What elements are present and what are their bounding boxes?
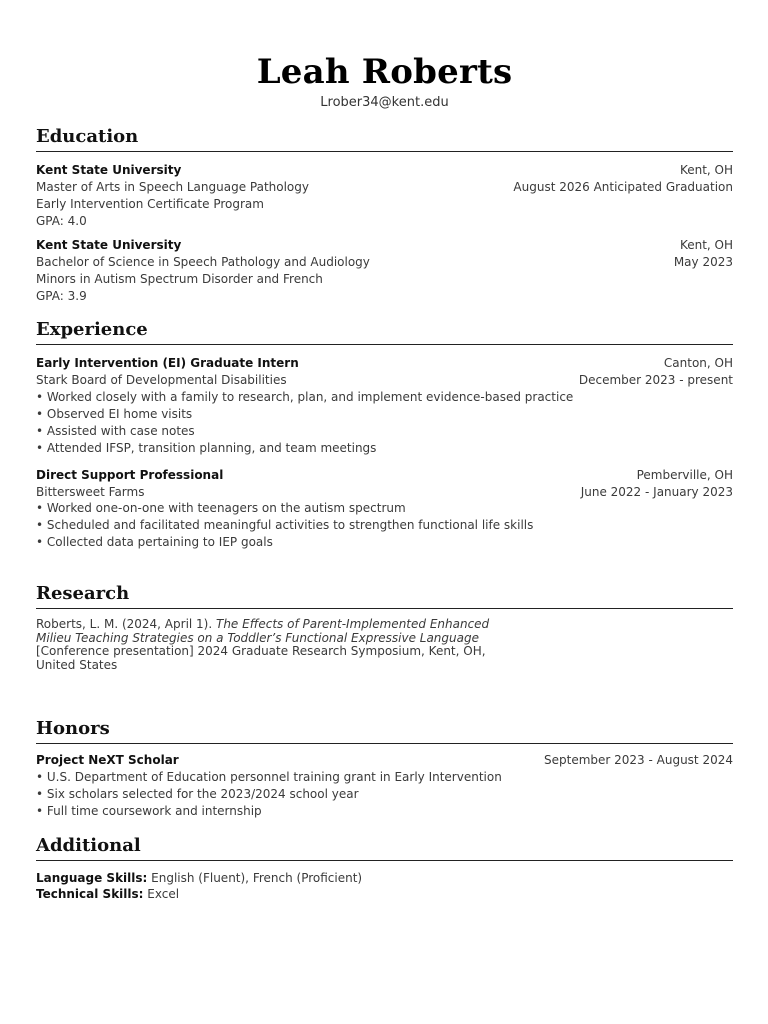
education-entry-1-gpa: GPA: 4.0 [36,214,87,228]
bullet-item: • U.S. Department of Education personnel training grant in Early Intervention [36,770,502,784]
bullet-item: • Assisted with case notes [36,424,195,438]
bullet-item: • Worked closely with a family to research, plan, and implement evidence-based practice [36,390,574,404]
technical-skills-value: Excel [143,887,180,901]
honor-title: Project NeXT Scholar [36,753,179,767]
education-entry-2-detail: Minors in Autism Spectrum Disorder and French [36,272,323,286]
section-title-honors: Honors [36,717,733,744]
job-title: Early Intervention (EI) Graduate Intern [36,356,299,370]
bullet-item: • Scheduled and facilitated meaningful activities to strengthen functional life skills [36,518,534,532]
experience-entry-1-header [36,355,733,372]
organization: Stark Board of Developmental Disabilities [36,373,287,387]
school-name: Kent State University [36,163,182,177]
organization: Bittersweet Farms [36,485,145,499]
experience-entry-1-org [36,372,733,389]
bullet-item: • Full time coursework and internship [36,804,262,818]
citation-authors: Roberts, L. M. (2024, April 1). [36,617,216,631]
language-skills-label: Language Skills: [36,871,148,885]
language-skills [36,870,733,887]
section-title-education: Education [36,125,733,152]
graduation-date: May 2023 [673,255,733,269]
experience-entry-2-org [36,484,733,501]
language-skills-value: English (Fluent), French (Proficient) [147,871,363,885]
school-name: Kent State University [36,238,182,252]
job-dates: December 2023 - present [578,373,733,387]
bullet-item: • Collected data pertaining to IEP goals [36,535,273,549]
bullet-item: • Worked one-on-one with teenagers on the autism spectrum [36,501,406,515]
job-dates: June 2022 - January 2023 [580,485,733,499]
education-entry-2-header [36,237,733,254]
citation-title: The Effects of Parent-Implemented Enhanced Milieu Teaching Strategies on a Toddler’s Functional Expressive Language [36,617,490,645]
degree: Master of Arts in Speech Language Pathology [36,180,309,194]
education-entry-1-degree [36,179,733,196]
bullet-item: • Attended IFSP, transition planning, and team meetings [36,441,377,455]
candidate-name: Leah Roberts [256,52,513,92]
section-title-research: Research [36,582,733,609]
education-entry-2-degree [36,254,733,271]
section-title-experience: Experience [36,318,733,345]
experience-entry-2-header [36,467,733,484]
job-title: Direct Support Professional [36,468,224,482]
job-location: Pemberville, OH [636,468,733,482]
bullet-item: • Six scholars selected for the 2023/2024 school year [36,787,359,801]
education-entry-1-header [36,162,733,179]
education-entry-1-detail: Early Intervention Certificate Program [36,197,264,211]
job-location: Canton, OH [663,356,733,370]
degree: Bachelor of Science in Speech Pathology and Audiology [36,255,370,269]
bullet-item: • Observed EI home visits [36,407,193,421]
technical-skills [36,886,733,903]
graduation-date: August 2026 Anticipated Graduation [513,180,733,194]
technical-skills-label: Technical Skills: [36,887,144,901]
school-location: Kent, OH [679,238,733,252]
research-citation [36,618,506,672]
education-entry-2-gpa: GPA: 3.9 [36,289,87,303]
honors-entry-header [36,752,733,769]
school-location: Kent, OH [679,163,733,177]
email-address[interactable]: Lrober34@kent.edu [320,95,449,110]
honor-dates: September 2023 - August 2024 [544,753,733,767]
section-title-additional: Additional [36,834,733,861]
citation-venue: [Conference presentation] 2024 Graduate Research Symposium, Kent, OH, United States [36,644,486,672]
